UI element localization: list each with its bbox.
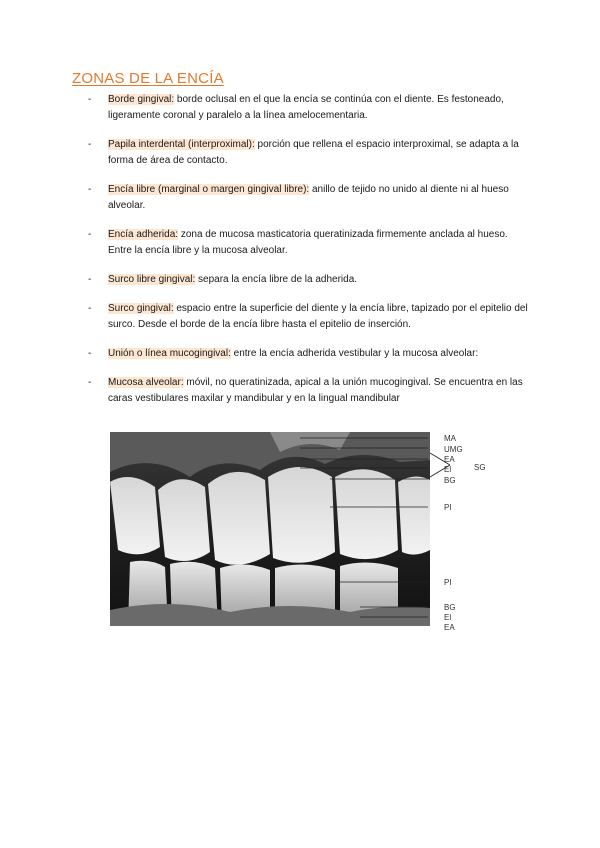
term-description: zona de mucosa masticatoria queratinizada firmemente anclada al hueso. Entre la encía libre y la mucosa alveolar. (108, 229, 508, 256)
label-pi-bottom: PI (444, 578, 452, 587)
list-item-union-mucogingival (88, 346, 528, 362)
bullet: - (88, 229, 92, 240)
term-label: Mucosa alveolar: (108, 377, 184, 388)
definition-list (88, 92, 528, 420)
label-bg-top: BG (444, 476, 456, 485)
bullet: - (88, 184, 92, 195)
term-label: Surco libre gingival: (108, 274, 196, 285)
term-description: borde oclusal en el que la encía se continúa con el diente. Es festoneado, ligeramente coronal y paralelo a la línea amelocementaria. (108, 94, 504, 121)
list-item-surco-gingival (88, 301, 528, 333)
figure-labels (300, 425, 530, 635)
term-label: Borde gingival: (108, 94, 175, 105)
label-sg: SG (474, 463, 486, 472)
label-pi-top: PI (444, 503, 452, 512)
term-description: móvil, no queratinizada, apical a la unión mucogingival. Se encuentra en las caras vestibulares maxilar y mandibular y en la lingual mandibular (108, 377, 523, 404)
bullet: - (88, 303, 92, 314)
bullet: - (88, 274, 92, 285)
term-description: separa la encía libre de la adherida. (195, 274, 358, 285)
term-label: Unión o línea mucogingival: (108, 348, 231, 359)
list-item-mucosa-alveolar (88, 375, 528, 407)
label-el-bottom: El (444, 613, 452, 622)
page-title: ZONAS DE LA ENCÍA (72, 70, 224, 87)
bullet: - (88, 348, 92, 359)
term-description: porción que rellena el espacio interproximal, se adapta a la forma de área de contacto. (108, 139, 519, 166)
list-item-encia-libre (88, 182, 528, 214)
label-bg-bottom: BG (444, 603, 456, 612)
label-ma: MA (444, 434, 456, 443)
term-label: Surco gingival: (108, 303, 174, 314)
term-label: Papila interdental (interproximal): (108, 139, 255, 150)
bullet: - (88, 139, 92, 150)
list-item-papila-interdental (88, 137, 528, 169)
list-item-encia-adherida (88, 227, 528, 259)
list-item-borde-gingival (88, 92, 528, 124)
label-ea-top: EA (444, 455, 455, 464)
term-label: Encía adherida: (108, 229, 179, 240)
term-description: entre la encía adherida vestibular y la mucosa alveolar: (230, 348, 479, 359)
bullet: - (88, 94, 92, 105)
list-item-surco-libre-gingival (88, 272, 528, 288)
bullet: - (88, 377, 92, 388)
label-el-top: El (444, 465, 452, 474)
term-description: anillo de tejido no unido al diente ni al hueso alveolar. (108, 184, 509, 211)
term-description: espacio entre la superficie del diente y la encía libre, tapizado por el epitelio del surco. Desde el borde de la encía libre hasta el epitelio de inserción. (108, 303, 528, 330)
label-umg: UMG (444, 445, 463, 454)
label-ea-bottom: EA (444, 623, 455, 632)
term-label: Encía libre (marginal o margen gingival libre): (108, 184, 310, 195)
